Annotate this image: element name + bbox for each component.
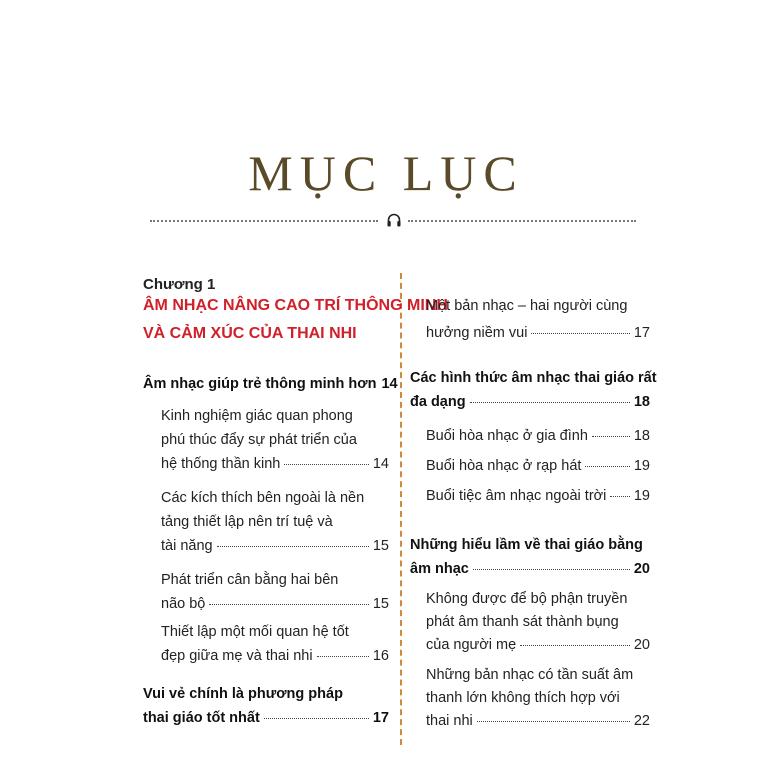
entry-line: Không được để bộ phận truyền (426, 591, 628, 607)
entry-text: Âm nhạc giúp trẻ thông minh hơn (143, 376, 377, 392)
headphones-icon (386, 212, 402, 228)
toc-entry-outdoor-party[interactable] (426, 488, 650, 504)
entry-page: 19 (633, 488, 650, 504)
dot-leader (317, 656, 369, 657)
dot-leader (473, 569, 630, 570)
entry-page: 15 (372, 538, 389, 554)
entry-page: 17 (372, 710, 389, 726)
entry-page: 15 (372, 596, 389, 612)
entry-text: đa dạng (410, 394, 466, 410)
entry-text: tài năng (161, 538, 213, 554)
entry-line: Các hình thức âm nhạc thai giáo rất (410, 370, 657, 386)
entry-line: Phát triển cân bằng hai bên (161, 572, 339, 588)
entry-page: 18 (633, 428, 650, 444)
dot-leader (592, 436, 630, 437)
entry-text: Buổi tiệc âm nhạc ngoài trời (426, 488, 607, 504)
toc-entry-theater-concert[interactable] (426, 458, 650, 474)
dot-leader (470, 402, 630, 403)
entry-page: 16 (372, 648, 389, 664)
divider-dots-left (150, 220, 378, 222)
toc-entry-joy-best-method[interactable] (143, 710, 389, 726)
entry-text: thai nhi (426, 713, 473, 729)
dot-leader (477, 721, 630, 722)
toc-entry-mother-baby-bond[interactable] (161, 648, 389, 664)
dot-leader (520, 645, 630, 646)
entry-text: Buổi hòa nhạc ở rạp hát (426, 458, 582, 474)
entry-page: 14 (381, 376, 398, 392)
toc-entry-misconceptions[interactable] (410, 561, 650, 577)
page-title: MỤC LỤC (248, 145, 524, 201)
chapter-title-line: ÂM NHẠC NÂNG CAO TRÍ THÔNG MINH (143, 297, 448, 314)
entry-page: 14 (372, 456, 389, 472)
entry-line: Kinh nghiệm giác quan phong (161, 408, 353, 424)
dot-leader (585, 466, 629, 467)
entry-page: 17 (633, 325, 650, 341)
entry-text: hệ thống thần kinh (161, 456, 281, 472)
entry-line: Các kích thích bên ngoài là nền (161, 490, 365, 506)
toc-entry-music-smarter[interactable] (143, 376, 398, 392)
toc-entry-one-song-two-people[interactable] (426, 325, 650, 341)
dot-leader (209, 604, 369, 605)
toc-entry-home-concert[interactable] (426, 428, 650, 444)
dot-leader (217, 546, 369, 547)
entry-line: Vui vẻ chính là phương pháp (143, 686, 343, 702)
entry-line: Một bản nhạc – hai người cùng (426, 298, 628, 314)
entry-line: Những bản nhạc có tần suất âm (426, 667, 634, 683)
entry-page: 19 (633, 458, 650, 474)
chapter-label: Chương 1 (143, 276, 216, 293)
toc-entry-high-frequency[interactable] (426, 713, 650, 729)
entry-line: Thiết lập một mối quan hệ tốt (161, 624, 349, 640)
toc-entry-speaker-position[interactable] (426, 637, 650, 653)
entry-line: tảng thiết lập nên trí tuệ và (161, 514, 333, 530)
entry-text: đẹp giữa mẹ và thai nhi (161, 648, 313, 664)
entry-page: 20 (633, 561, 650, 577)
entry-line: thanh lớn không thích hợp với (426, 690, 620, 706)
toc-entry-sensory-experience[interactable] (161, 456, 389, 472)
entry-text: của người mẹ (426, 637, 517, 653)
entry-text: não bộ (161, 596, 206, 612)
entry-page: 18 (633, 394, 650, 410)
dot-leader (284, 464, 369, 465)
entry-text: hưởng niềm vui (426, 325, 528, 341)
entry-line: Những hiểu lầm về thai giáo bằng (410, 537, 643, 553)
entry-text: âm nhạc (410, 561, 469, 577)
entry-text: thai giáo tốt nhất (143, 710, 260, 726)
entry-line: phát âm thanh sát thành bụng (426, 614, 619, 630)
dot-leader (610, 496, 629, 497)
toc-entry-external-stimuli[interactable] (161, 538, 389, 554)
title-divider (150, 214, 636, 226)
entry-line: phú thúc đẩy sự phát triển của (161, 432, 357, 448)
toc-entry-brain-balance[interactable] (161, 596, 389, 612)
column-separator (400, 273, 402, 745)
chapter-title-line: VÀ CẢM XÚC CỦA THAI NHI (143, 325, 357, 342)
divider-dots-right (408, 220, 636, 222)
toc-entry-music-forms[interactable] (410, 394, 650, 410)
entry-text: Buổi hòa nhạc ở gia đình (426, 428, 588, 444)
dot-leader (531, 333, 629, 334)
dot-leader (264, 718, 369, 719)
entry-page: 22 (633, 713, 650, 729)
entry-page: 20 (633, 637, 650, 653)
